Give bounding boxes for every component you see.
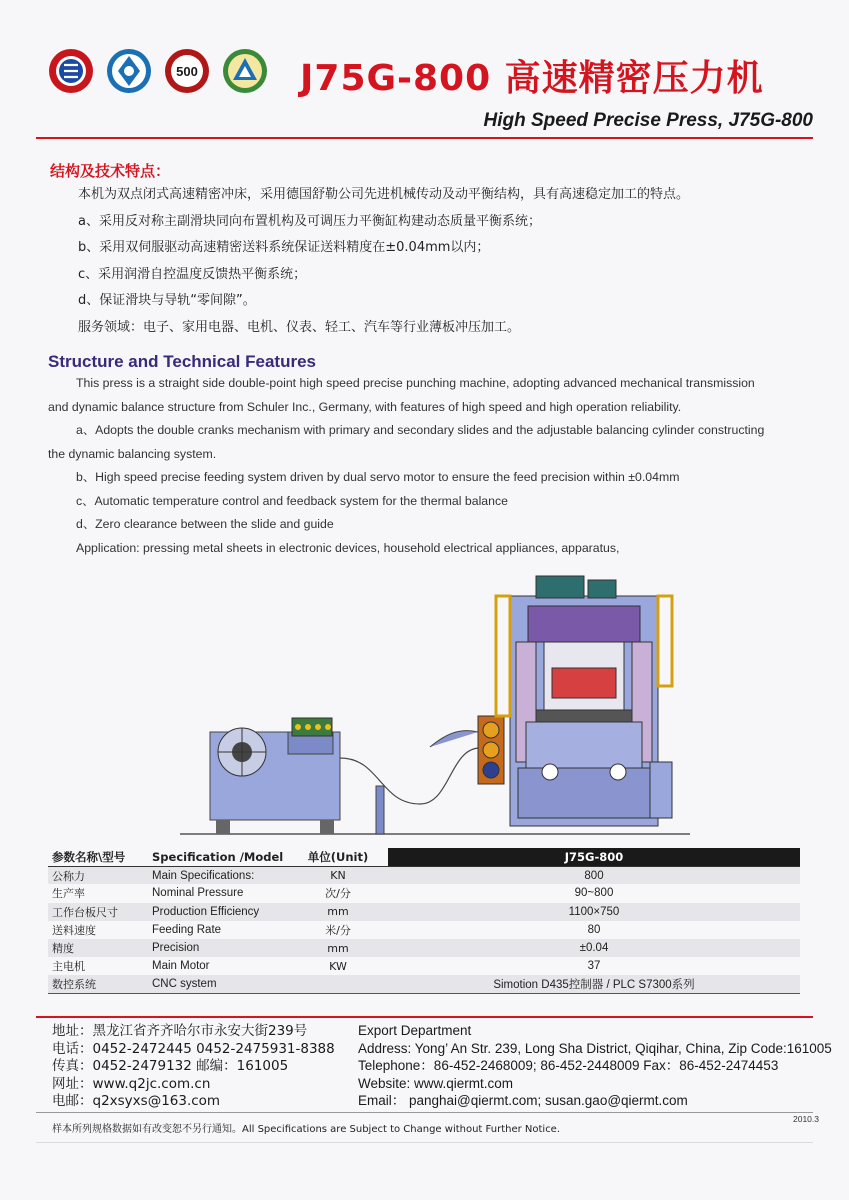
blue-emblem-logo — [106, 48, 152, 94]
uncoiler-drawing — [210, 718, 340, 834]
contact-cn-address: 地址：黑龙江省齐齐哈尔市永安大街239号 — [52, 1023, 308, 1039]
row-cn: 主电机 — [52, 960, 85, 974]
features-cn-list — [50, 182, 810, 341]
features-en-heading: Structure and Technical Features — [48, 352, 316, 371]
servo-feeder-drawing — [430, 716, 504, 784]
row-unit: KN — [288, 866, 388, 884]
features-cn-line: b、采用双伺服驱动高速精密送料系统保证送料精度在±0.04mm以内； — [78, 240, 490, 255]
press-frame-drawing — [496, 576, 672, 826]
row-cn: 精度 — [48, 939, 148, 957]
table-row — [48, 939, 800, 957]
contact-en-address: Address: Yong’ An Str. 239, Long Sha District, Qiqihar, China, Zip Code:161005 — [358, 1040, 832, 1056]
features-en-line: the dynamic balancing system. — [48, 446, 217, 461]
contact-cn — [52, 1023, 335, 1111]
table-row — [48, 884, 800, 902]
table-row — [48, 957, 800, 975]
row-cn: 生产率 — [52, 887, 85, 901]
features-en-line: d、Zero clearance between the slide and guide — [76, 517, 334, 531]
row-value: 90~800 — [574, 887, 614, 900]
features-en-list — [48, 372, 818, 560]
contact-en — [358, 1022, 832, 1110]
spec-header-row — [48, 848, 800, 866]
features-cn-line: d、保证滑块与导轨“零间隙”。 — [78, 293, 256, 308]
page-title-en: High Speed Precise Press, J75G-800 — [483, 110, 813, 131]
row-value: Simotion D435控制器 / PLC S7300系列 — [388, 975, 800, 993]
page-title-cn: J75G-800 高速精密压力机 — [300, 58, 764, 99]
features-cn-line: 服务领域：电子、家用电器、电机、仪表、轻工、汽车等行业薄板冲压加工。 — [78, 319, 521, 335]
contact-cn-email[interactable]: 电邮：q2xsyxs@163.com — [52, 1093, 221, 1109]
row-en: Main Motor — [152, 960, 210, 973]
row-en: Nominal Pressure — [152, 887, 244, 900]
row-en: Precision — [148, 939, 288, 957]
row-value: ±0.04 — [388, 939, 800, 957]
notice-divider — [36, 1112, 813, 1113]
row-unit — [288, 975, 388, 993]
contact-en-website[interactable]: Website: www.qiermt.com — [358, 1075, 514, 1091]
features-en-line: and dynamic balance structure from Schuler Inc., Germany, with features of high speed and high operation reliability. — [48, 399, 682, 414]
features-en-line: b、High speed precise feeding system driven by dual servo motor to ensure the feed precision within ±0.04mm — [76, 470, 680, 484]
table-row — [48, 866, 800, 884]
print-date: 2010.3 — [793, 1114, 819, 1124]
contact-cn-fax: 传真：0452-2479132 邮编：161005 — [52, 1058, 289, 1074]
features-cn-line: a、采用反对称主副滑块同向布置机构及可调压力平衡缸构建动态质量平衡系统； — [78, 213, 541, 229]
red-emblem-logo — [48, 48, 94, 94]
features-en-line: a、Adopts the double cranks mechanism with primary and secondary slides and the adjustable balancing cylinder constructing — [76, 423, 765, 437]
contact-cn-website[interactable]: 网址：www.q2jc.com.cn — [52, 1075, 211, 1092]
contact-en-email[interactable]: Email： panghai@qiermt.com; susan.gao@qiermt.com — [358, 1093, 688, 1109]
row-cn: 工作台板尺寸 — [48, 903, 148, 921]
header-unit: 单位(Unit) — [288, 848, 388, 866]
row-value: 800 — [388, 866, 800, 884]
contact-cn-phone: 电话：0452-2472445 0452-2475931-8388 — [52, 1040, 335, 1057]
contact-en-dept: Export Department — [358, 1023, 472, 1038]
header-model: J75G-800 — [388, 848, 800, 866]
features-cn-heading: 结构及技术特点： — [50, 162, 171, 180]
row-en: Production Efficiency — [148, 903, 288, 921]
table-row — [48, 921, 800, 939]
features-en-line: This press is a straight side double-point high speed precise punching machine, adopting advanced mechanical transmission — [76, 376, 755, 390]
table-row — [48, 903, 800, 921]
features-cn-line: 本机为双点闭式高速精密冲床，采用德国舒勒公司先进机械传动及动平衡结构，具有高速稳定加工的特点。 — [78, 187, 690, 202]
row-cn: 公称力 — [48, 866, 148, 884]
header-divider — [36, 137, 813, 139]
row-value: 37 — [587, 960, 601, 973]
row-unit: 米/分 — [325, 923, 351, 937]
header-param-cn: 参数名称\型号 — [48, 848, 148, 866]
features-en-line: Application: pressing metal sheets in electronic devices, household electrical appliances, apparatus, — [76, 540, 620, 555]
bottom-rule — [36, 1142, 813, 1143]
features-en-line: c、Automatic temperature control and feedback system for the thermal balance — [76, 493, 508, 508]
spec-table — [48, 848, 800, 994]
green-triangle-logo — [222, 48, 268, 94]
row-en: CNC system — [148, 975, 288, 993]
features-cn-line: c、采用润滑自控温度反馈热平衡系统； — [78, 266, 307, 282]
row-unit: mm — [288, 903, 388, 921]
row-cn: 数控系统 — [48, 975, 148, 993]
row-en: Feeding Rate — [152, 923, 222, 936]
disclaimer-notice: 样本所列规格数据如有改变恕不另行通知。All Specifications are Subject to Change without Further Notice. — [52, 1124, 561, 1135]
row-unit: KW — [329, 959, 347, 973]
press-machine-illustration — [180, 572, 690, 840]
table-row — [48, 975, 800, 993]
footer-divider — [36, 1016, 813, 1018]
row-unit: 次/分 — [325, 887, 351, 901]
row-en: Main Specifications: — [148, 866, 288, 884]
row-value: 80 — [587, 923, 601, 936]
row-unit: mm — [288, 939, 388, 957]
header-spec-en: Specification /Model — [148, 848, 288, 866]
row-cn: 送料速度 — [52, 923, 96, 937]
row-value: 1100×750 — [388, 903, 800, 921]
contact-en-phone: Telephone：86-452-2468009; 86-452-2448009 Fax：86-452-2474453 — [358, 1058, 779, 1074]
500-badge-logo — [164, 48, 210, 94]
badge-text: 500 — [176, 64, 198, 79]
logo-row — [48, 48, 268, 94]
